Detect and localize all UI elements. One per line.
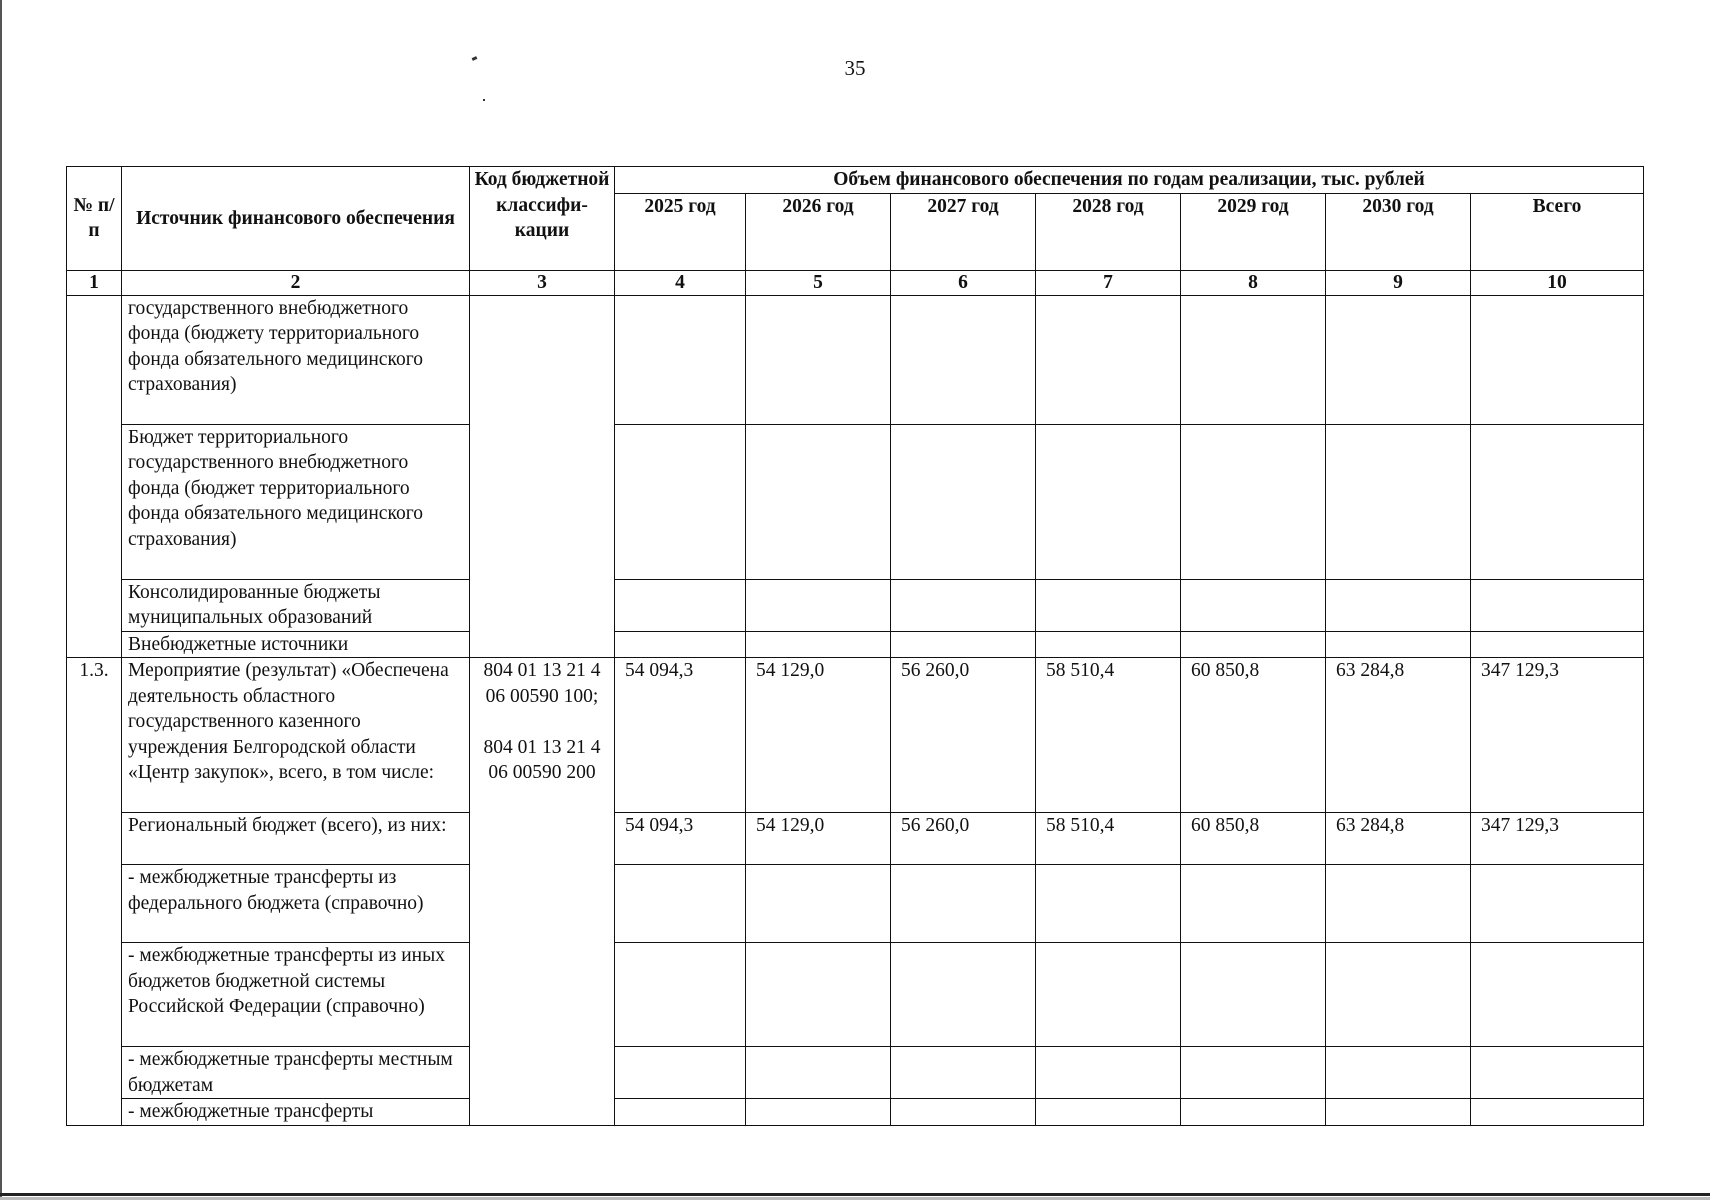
column-number-row (67, 270, 1644, 295)
header-num: № п/п (67, 167, 122, 271)
column-number: 6 (891, 270, 1036, 295)
value-cell (615, 295, 746, 424)
value-cell (1471, 865, 1644, 943)
value-cell (1181, 1047, 1326, 1099)
value-cell (891, 865, 1036, 943)
source-cell: Региональный бюджет (всего), из них: (122, 813, 470, 865)
table-row (67, 579, 1644, 631)
value-cell: 60 850,8 (1181, 813, 1326, 865)
header-year: 2027 год (891, 193, 1036, 270)
value-cell (1326, 295, 1471, 424)
value-cell (1471, 943, 1644, 1047)
table-row (67, 865, 1644, 943)
value-cell: 63 284,8 (1326, 813, 1471, 865)
value-cell: 60 850,8 (1181, 658, 1326, 813)
value-cell (1471, 295, 1644, 424)
code-cell-empty (470, 295, 615, 658)
value-cell (746, 295, 891, 424)
value-cell (1036, 424, 1181, 579)
value-cell: 347 129,3 (1471, 813, 1644, 865)
source-cell: Консолидированные бюджеты муниципальных образований (122, 579, 470, 631)
header-total: Всего (1471, 193, 1644, 270)
value-cell: 56 260,0 (891, 658, 1036, 813)
header-year: 2028 год (1036, 193, 1181, 270)
budget-code-cell (470, 658, 615, 1126)
value-cell (1326, 424, 1471, 579)
value-cell (1326, 865, 1471, 943)
value-cell (1036, 1047, 1181, 1099)
header-year: 2026 год (746, 193, 891, 270)
scan-left-edge (0, 0, 2, 1200)
value-cell (1181, 424, 1326, 579)
value-cell: 54 129,0 (746, 658, 891, 813)
value-cell (615, 424, 746, 579)
column-number: 9 (1326, 270, 1471, 295)
value-cell (746, 865, 891, 943)
value-cell (1471, 1047, 1644, 1099)
header-year: 2029 год (1181, 193, 1326, 270)
value-cell (1181, 579, 1326, 631)
source-cell: - межбюджетные трансферты местным бюджетам (122, 1047, 470, 1099)
table-row (67, 631, 1644, 658)
value-cell: 63 284,8 (1326, 658, 1471, 813)
table-row (67, 1047, 1644, 1099)
column-number: 10 (1471, 270, 1644, 295)
value-cell (615, 579, 746, 631)
column-number: 1 (67, 270, 122, 295)
value-cell (615, 1099, 746, 1126)
value-cell: 54 129,0 (746, 813, 891, 865)
value-cell (746, 579, 891, 631)
value-cell (1326, 943, 1471, 1047)
value-cell (891, 1099, 1036, 1126)
row-index-empty (67, 295, 122, 658)
value-cell (1036, 631, 1181, 658)
value-cell (1036, 1099, 1181, 1126)
header-volume-group: Объем финансового обеспечения по годам реализации, тыс. рублей (615, 167, 1644, 194)
value-cell (1036, 579, 1181, 631)
header-code: Код бюджетной классифи-кации (470, 167, 615, 271)
source-cell: Бюджет территориального государственного внебюджетного фонда (бюджет территориального фонда обязательного медицинского страхования) (122, 424, 470, 579)
value-cell (1181, 1099, 1326, 1126)
table-row (67, 424, 1644, 579)
value-cell (1036, 295, 1181, 424)
value-cell (1181, 631, 1326, 658)
value-cell (1036, 865, 1181, 943)
scan-bottom-edge (0, 1193, 1710, 1196)
value-cell: 58 510,4 (1036, 813, 1181, 865)
value-cell (1326, 579, 1471, 631)
value-cell (746, 424, 891, 579)
value-cell (615, 631, 746, 658)
code-spacer (472, 709, 612, 735)
header-year: 2025 год (615, 193, 746, 270)
value-cell (746, 943, 891, 1047)
value-cell (1181, 943, 1326, 1047)
scan-speck (483, 99, 485, 101)
column-number: 2 (122, 270, 470, 295)
table-row (67, 658, 1644, 813)
row-index: 1.3. (67, 658, 122, 1126)
column-number: 8 (1181, 270, 1326, 295)
value-cell: 58 510,4 (1036, 658, 1181, 813)
value-cell (1471, 1099, 1644, 1126)
value-cell (615, 865, 746, 943)
value-cell (746, 1099, 891, 1126)
budget-code: 804 01 13 21 4 06 00590 100; (483, 660, 601, 707)
value-cell (1036, 943, 1181, 1047)
column-number: 5 (746, 270, 891, 295)
value-cell: 54 094,3 (615, 813, 746, 865)
value-cell (1326, 631, 1471, 658)
value-cell (891, 424, 1036, 579)
column-number: 4 (615, 270, 746, 295)
source-cell: - межбюджетные трансферты (122, 1099, 470, 1126)
value-cell (615, 943, 746, 1047)
value-cell: 54 094,3 (615, 658, 746, 813)
source-cell: - межбюджетные трансферты из иных бюджетов бюджетной системы Российской Федерации (справочно) (122, 943, 470, 1047)
page-number: 35 (844, 56, 866, 80)
table-row (67, 813, 1644, 865)
value-cell (891, 631, 1036, 658)
source-cell: - межбюджетные трансферты из федерального бюджета (справочно) (122, 865, 470, 943)
header-source: Источник финансового обеспечения (122, 167, 470, 271)
column-number: 7 (1036, 270, 1181, 295)
value-cell (1471, 579, 1644, 631)
value-cell (891, 1047, 1036, 1099)
value-cell (746, 631, 891, 658)
value-cell (1326, 1047, 1471, 1099)
value-cell (1326, 1099, 1471, 1126)
column-number: 3 (470, 270, 615, 295)
header-year: 2030 год (1326, 193, 1471, 270)
header-row-main (67, 167, 1644, 194)
financing-table (66, 166, 1644, 1126)
value-cell (1181, 295, 1326, 424)
source-cell: Мероприятие (результат) «Обеспечена деятельность областного государственного казенного учреждения Белгородской области «Центр закупок», всего, в том числе: (122, 658, 470, 813)
value-cell (891, 295, 1036, 424)
value-cell (746, 1047, 891, 1099)
budget-code: 804 01 13 21 4 06 00590 200 (483, 736, 601, 783)
source-cell: государственного внебюджетного фонда (бюджету территориального фонда обязательного медицинского страхования) (122, 295, 470, 424)
value-cell (1471, 424, 1644, 579)
table-row (67, 943, 1644, 1047)
table-row (67, 1099, 1644, 1126)
source-cell: Внебюджетные источники (122, 631, 470, 658)
value-cell (891, 579, 1036, 631)
value-cell (1471, 631, 1644, 658)
value-cell: 347 129,3 (1471, 658, 1644, 813)
value-cell (891, 943, 1036, 1047)
value-cell (615, 1047, 746, 1099)
value-cell (1181, 865, 1326, 943)
value-cell: 56 260,0 (891, 813, 1036, 865)
table-row (67, 295, 1644, 424)
